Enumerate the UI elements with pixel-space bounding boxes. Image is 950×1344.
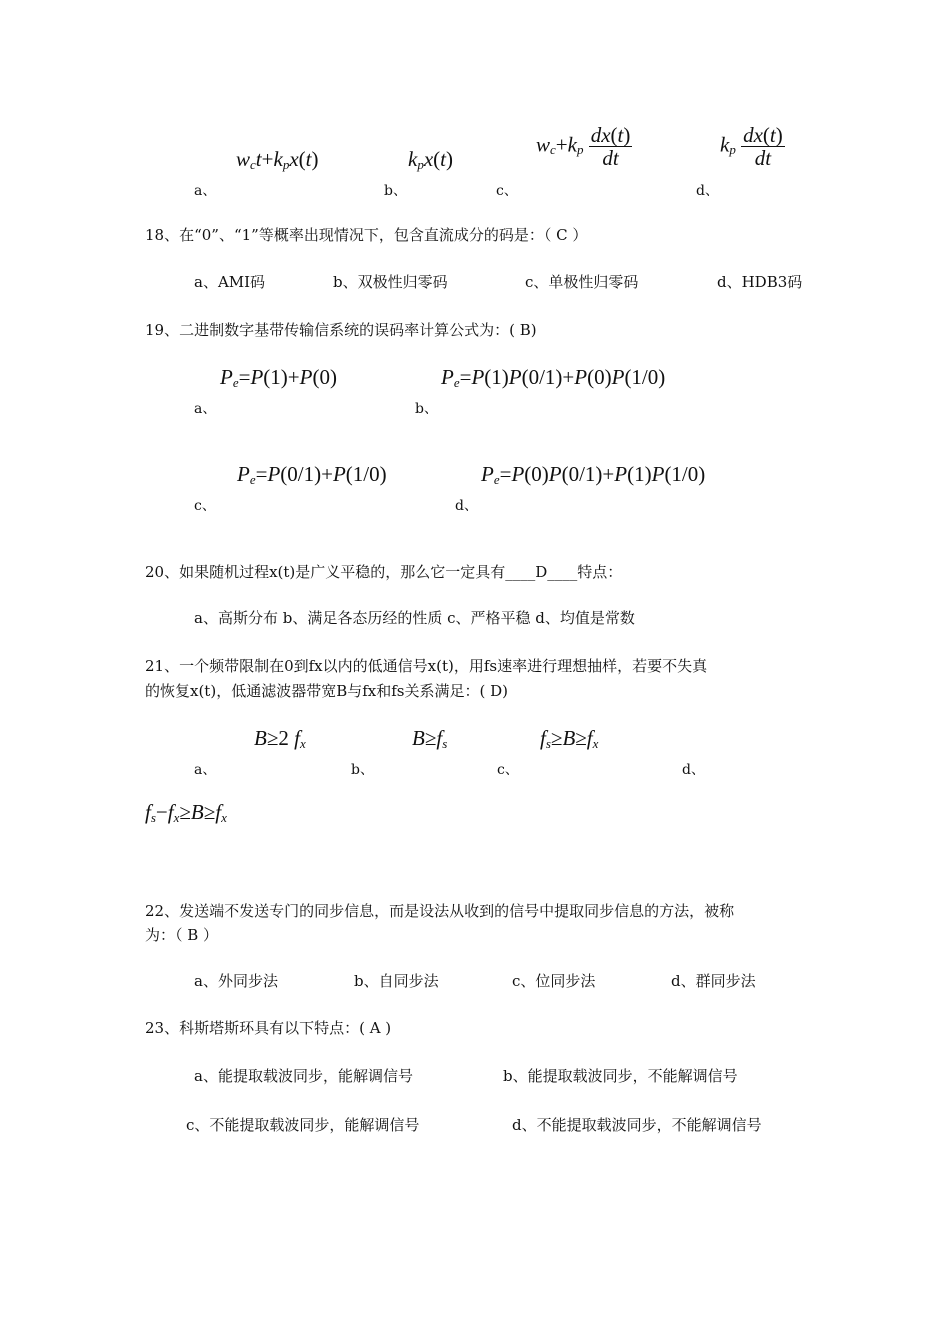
q21-formula-b: $B\ge f_s$ — [412, 726, 448, 751]
q22-question-line1: 22、发送端不发送专门的同步信息，而是设法从收到的信号中提取同步信息的方法，被称 — [145, 902, 735, 920]
q17-formula-a: $w_ct+k_px(t)$ — [236, 147, 319, 172]
q21-question-line1: 21、一个频带限制在0到fx以内的低通信号x(t)，用fs速率进行理想抽样，若要不失真 — [145, 657, 708, 675]
q21-formula-c: $f_s\ge B\ge f_x$ — [540, 726, 599, 751]
q21-label-b: b、 — [351, 762, 374, 778]
q22-option-b: b、自同步法 — [354, 972, 439, 990]
q18-option-d: d、HDB3码 — [717, 273, 803, 291]
q18-question: 18、在“0”、“1”等概率出现情况下，包含直流成分的码是：（ C ） — [145, 226, 588, 244]
q17-formula-c: $w_c+k_p$ $\frac{dx(t)}{dt}$ — [536, 123, 631, 170]
q17-label-c: c、 — [496, 183, 518, 199]
q17-formula-d: $k_p$ $\frac{dx(t)}{dt}$ — [720, 123, 783, 170]
q23-option-c: c、不能提取载波同步，能解调信号 — [186, 1116, 420, 1134]
q19-label-c: c、 — [194, 498, 216, 514]
q21-formula-a: B≥2 $f_x$ — [254, 726, 306, 751]
q17-formula-b: $k_px(t)$ — [408, 147, 453, 172]
q19-formula-b: $P_e=P(1)P(0/1)+P(0)P(1/0)$ — [441, 365, 666, 390]
q23-option-d: d、不能提取载波同步，不能解调信号 — [512, 1116, 762, 1134]
q17-label-a: a、 — [194, 183, 217, 199]
q17-label-d: d、 — [696, 183, 719, 199]
q18-option-a: a、AMI码 — [194, 273, 266, 291]
q21-label-a: a、 — [194, 762, 217, 778]
q23-option-a: a、能提取载波同步，能解调信号 — [194, 1067, 413, 1085]
q22-option-c: c、位同步法 — [512, 972, 596, 990]
q22-option-a: a、外同步法 — [194, 972, 278, 990]
q18-option-b: b、双极性归零码 — [333, 273, 448, 291]
q18-option-c: c、单极性归零码 — [525, 273, 639, 291]
q19-label-a: a、 — [194, 401, 217, 417]
q22-option-d: d、群同步法 — [671, 972, 756, 990]
q21-formula-d: $f_s-f_x\ge B\ge f_x$ — [145, 800, 227, 825]
q19-label-b: b、 — [415, 401, 438, 417]
q19-formula-c: $P_e=P(0/1)+P(1/0)$ — [237, 462, 387, 487]
q20-question: 20、如果随机过程x(t)是广义平稳的，那么它一定具有____D____特点： — [145, 563, 623, 581]
q17-label-b: b、 — [384, 183, 407, 199]
q21-question-line2: 的恢复x(t)，低通滤波器带宽B与fx和fs关系满足：( D) — [145, 682, 508, 700]
q19-label-d: d、 — [455, 498, 478, 514]
q21-label-d: d、 — [682, 762, 705, 778]
q23-question: 23、科斯塔斯环具有以下特点：( A ) — [145, 1019, 392, 1037]
q19-formula-a: $P_e=P(1)+P(0)$ — [220, 365, 337, 390]
q21-label-c: c、 — [497, 762, 519, 778]
q23-option-b: b、能提取载波同步，不能解调信号 — [503, 1067, 738, 1085]
q20-options: a、高斯分布 b、满足各态历经的性质 c、严格平稳 d、均值是常数 — [194, 609, 635, 627]
q22-question-line2: 为：（ B ） — [145, 926, 219, 944]
q19-formula-d: $P_e=P(0)P(0/1)+P(1)P(1/0)$ — [481, 462, 706, 487]
q19-question: 19、二进制数字基带传输信系统的误码率计算公式为：( B) — [145, 321, 537, 339]
